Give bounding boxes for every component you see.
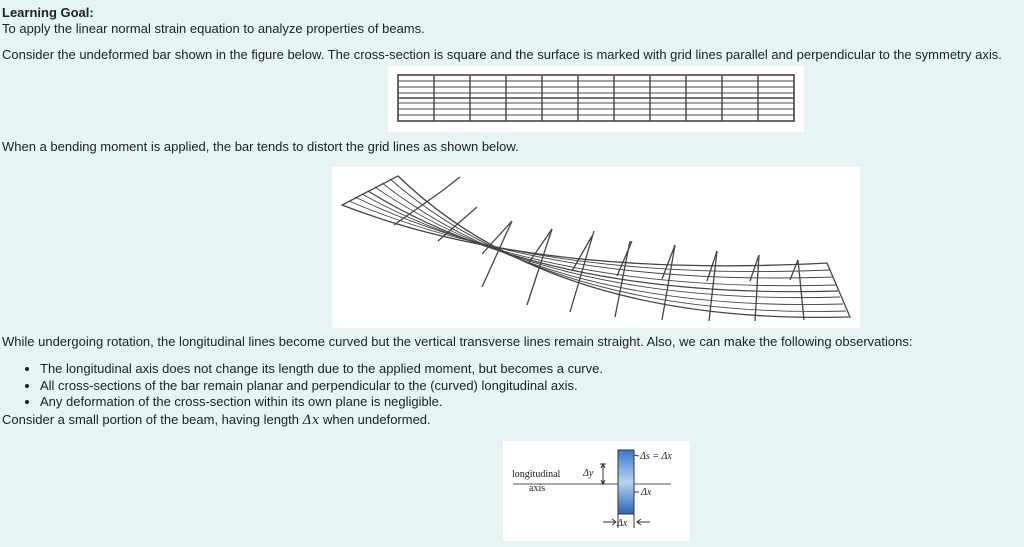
observation-item: • All cross-sections of the bar remain planar and perpendicular to the (curved) longitudinal axis. [40, 378, 603, 395]
undeformed-bar-svg [388, 66, 804, 132]
rotation-paragraph: While undergoing rotation, the longitudinal lines become curved but the vertical transverse lines remain straight. Also, we can make the following observations: [2, 334, 913, 349]
learning-goal-heading: Learning Goal: [2, 5, 94, 20]
deformed-bar-svg [332, 167, 860, 328]
learning-goal-text: To apply the linear normal strain equation to analyze properties of beams. [2, 21, 425, 36]
dx-bottom-label: Δx [617, 518, 628, 529]
axis-label: axis [529, 483, 546, 494]
bending-paragraph: When a bending moment is applied, the bar tends to distort the grid lines as shown below. [2, 139, 519, 154]
dx-right-label: Δx [641, 487, 652, 498]
dy-label: Δy [583, 468, 594, 479]
observations-list [26, 361, 603, 411]
intro-paragraph: Consider the undeformed bar shown in the figure below. The cross-section is square and the surface is marked with grid lines parallel and perpendicular to the symmetry axis. [2, 47, 1002, 62]
ds-label: Δs = Δx [640, 451, 672, 462]
beam-element [618, 450, 634, 514]
undeformed-bar-figure [388, 66, 804, 132]
paragraph-suffix: when undeformed. [319, 412, 431, 427]
observation-item: • The longitudinal axis does not change its length due to the applied moment, but becomes a curve. [40, 361, 603, 378]
deformed-bar-figure [332, 167, 860, 328]
small-portion-paragraph [2, 412, 431, 428]
element-figure-svg [503, 441, 690, 541]
element-figure [503, 441, 690, 541]
observation-item: • Any deformation of the cross-section within its own plane is negligible. [40, 394, 603, 411]
longitudinal-label: longitudinal [512, 469, 561, 480]
delta-x-math: Δx [302, 413, 320, 428]
paragraph-prefix: Consider a small portion of the beam, having length [2, 412, 303, 427]
